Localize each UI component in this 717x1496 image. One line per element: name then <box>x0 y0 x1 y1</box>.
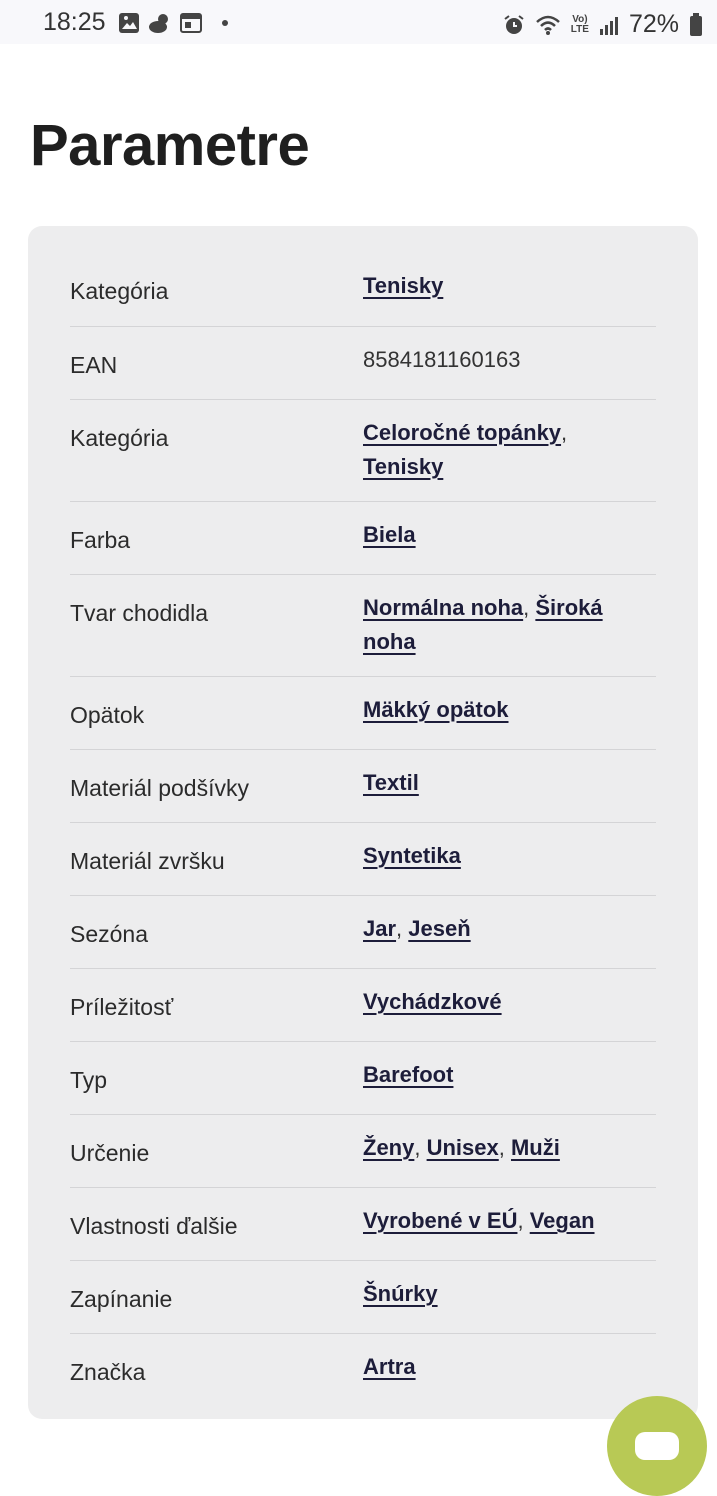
param-value <box>363 1277 643 1311</box>
param-row <box>70 677 656 750</box>
param-row <box>70 1261 656 1334</box>
param-value <box>363 416 643 484</box>
param-value-link[interactable]: Syntetika <box>363 843 461 868</box>
image-icon <box>118 12 140 34</box>
status-time: 18:25 <box>43 8 106 36</box>
param-value-link[interactable]: Biela <box>363 522 416 547</box>
param-label: Materiál podšívky <box>70 775 249 801</box>
chat-button[interactable] <box>607 1396 707 1496</box>
param-label: Zapínanie <box>70 1286 173 1312</box>
param-value <box>363 912 643 946</box>
param-value-link[interactable]: Artra <box>363 1354 416 1379</box>
param-value-link[interactable]: Jar <box>363 916 397 941</box>
parameters-card <box>28 226 698 1419</box>
param-row <box>70 969 656 1042</box>
param-value-link[interactable]: Tenisky <box>363 273 444 298</box>
param-label: Príležitosť <box>70 994 174 1020</box>
param-row <box>70 575 656 677</box>
page-title: Parametre <box>30 113 310 178</box>
param-label: Kategória <box>70 278 169 304</box>
value-separator: , <box>396 916 409 941</box>
param-value <box>363 1131 643 1165</box>
param-value-link[interactable]: Vegan <box>529 1208 595 1233</box>
param-row <box>70 896 656 969</box>
param-value <box>363 1350 643 1384</box>
param-row <box>70 1042 656 1115</box>
param-value-link[interactable]: Jeseň <box>408 916 471 941</box>
lte-label: LTE <box>570 23 589 35</box>
value-separator: , <box>414 1135 427 1160</box>
param-value-link[interactable]: Textil <box>363 770 419 795</box>
weather-icon <box>148 12 172 34</box>
param-value-link[interactable]: Barefoot <box>363 1062 454 1087</box>
alarm-icon <box>503 14 525 36</box>
volte-icon <box>571 15 589 35</box>
param-value <box>363 766 643 800</box>
param-label: Určenie <box>70 1140 150 1166</box>
battery-icon <box>689 13 703 37</box>
value-separator: , <box>561 420 568 445</box>
param-label: Typ <box>70 1067 108 1093</box>
signal-icon <box>599 14 619 36</box>
param-row <box>70 502 656 575</box>
value-separator: , <box>523 595 536 620</box>
wifi-icon <box>535 14 561 36</box>
param-label: Sezóna <box>70 921 149 947</box>
param-value-link[interactable]: Ženy <box>363 1135 415 1160</box>
param-value <box>363 1204 643 1238</box>
value-separator: , <box>517 1208 530 1233</box>
calendar-icon <box>180 12 202 34</box>
param-value <box>363 693 643 727</box>
status-icons-left <box>118 12 228 34</box>
param-row <box>70 1115 656 1188</box>
status-icons-right <box>503 10 703 39</box>
status-bar <box>0 0 717 44</box>
param-row <box>70 823 656 896</box>
param-value-link[interactable]: Unisex <box>426 1135 499 1160</box>
param-value <box>363 343 643 377</box>
battery-percent: 72% <box>628 10 679 38</box>
param-value-text: 8584181160163 <box>363 347 521 372</box>
param-value <box>363 269 643 303</box>
param-value-link[interactable]: Muži <box>510 1135 560 1160</box>
dot-icon <box>222 20 228 26</box>
param-label: Kategória <box>70 425 169 451</box>
param-label: Farba <box>70 527 131 553</box>
param-label: Tvar chodidla <box>70 600 209 626</box>
param-value-link[interactable]: Široká noha <box>363 595 603 654</box>
param-row <box>70 327 656 400</box>
param-value <box>363 839 643 873</box>
param-label: EAN <box>70 352 118 378</box>
param-row <box>70 1334 656 1406</box>
param-label: Značka <box>70 1359 146 1385</box>
param-value-link[interactable]: Normálna noha <box>363 595 524 620</box>
param-label: Vlastnosti ďalšie <box>70 1213 238 1239</box>
param-row <box>70 226 656 327</box>
param-value-link[interactable]: Celoročné topánky <box>363 420 562 445</box>
param-label: Opätok <box>70 702 145 728</box>
volte-label: Vo) <box>572 13 588 25</box>
param-label: Materiál zvršku <box>70 848 225 874</box>
param-row <box>70 750 656 823</box>
param-value <box>363 985 643 1019</box>
param-value <box>363 591 643 659</box>
param-value-link[interactable]: Vyrobené v EÚ <box>363 1208 518 1233</box>
param-value-link[interactable]: Šnúrky <box>363 1281 438 1306</box>
param-value-link[interactable]: Vychádzkové <box>363 989 502 1014</box>
parameters-list <box>70 226 656 1406</box>
value-separator: , <box>498 1135 511 1160</box>
param-value-link[interactable]: Tenisky <box>363 454 444 479</box>
param-value-link[interactable]: Mäkký opätok <box>363 697 509 722</box>
param-row <box>70 400 656 502</box>
param-value <box>363 1058 643 1092</box>
param-value <box>363 518 643 552</box>
param-row <box>70 1188 656 1261</box>
